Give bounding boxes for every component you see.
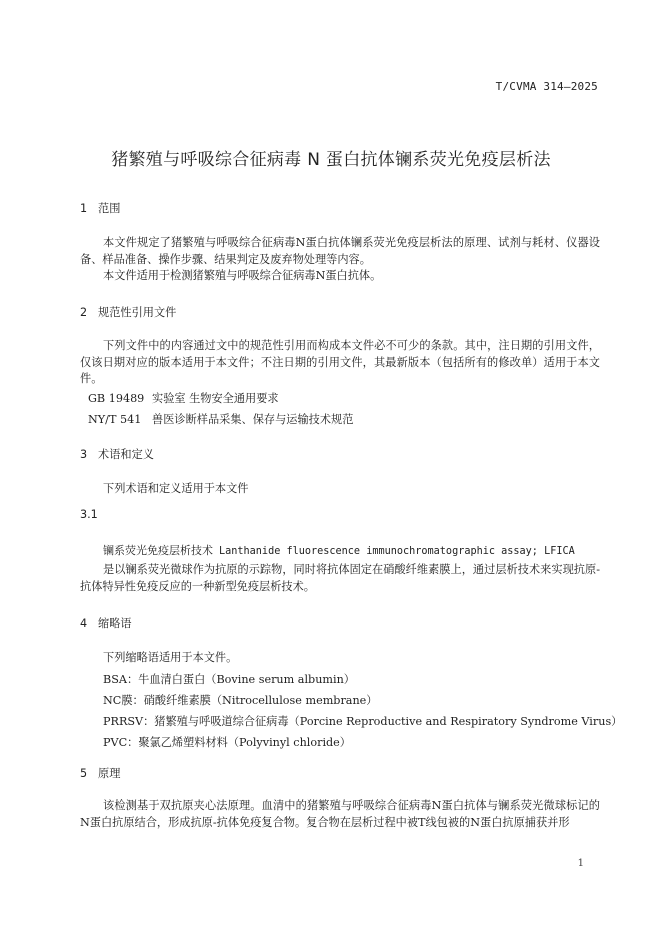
section-5-heading xyxy=(80,765,120,781)
reference-title: 兽医诊断样品采集、保存与运输技术规范 xyxy=(152,413,354,426)
reference-title: 实验室 生物安全通用要求 xyxy=(152,392,279,405)
section-1-number: 1 xyxy=(80,202,88,215)
section-1-paragraph-1: 本文件规定了猪繁殖与呼吸综合征病毒N蛋白抗体镧系荧光免疫层析法的原理、试剂与耗材、仪器设备、样品准备、操作步骤、结果判定及废弃物处理等内容。 xyxy=(80,236,600,266)
term-english: Lanthanide fluorescence immunochromatographic assay; LFICA xyxy=(219,546,575,557)
section-2-title: 规范性引用文件 xyxy=(98,306,177,319)
reference-code: NY/T 541 xyxy=(88,413,142,426)
section-4-number: 4 xyxy=(80,617,88,630)
term-definition: 是以镧系荧光微球作为抗原的示踪物，同时将抗体固定在硝酸纤维素膜上，通过层析技术来实现抗原-抗体特异性免疫反应的一种新型免疫层析技术。 xyxy=(80,563,600,593)
section-1-paragraph-2: 本文件适用于检测猪繁殖与呼吸综合征病毒N蛋白抗体。 xyxy=(103,269,382,282)
section-5-paragraph-1: 该检测基于双抗原夹心法原理。血清中的猪繁殖与呼吸综合征病毒N蛋白抗体与镧系荧光微球标记的N蛋白抗原结合，形成抗原-抗体免疫复合物。复合物在层析过程中被T线包被的N蛋白抗原捕获并形 xyxy=(80,799,600,829)
abbreviation-item: PVC：聚氯乙烯塑料材料（Polyvinyl chloride） xyxy=(103,736,351,749)
section-5-number: 5 xyxy=(80,767,88,780)
section-1-heading xyxy=(80,200,120,216)
abbreviation-item: BSA：牛血清白蛋白（Bovine serum albumin） xyxy=(103,673,355,686)
term-entry xyxy=(103,542,575,558)
reference-item xyxy=(88,411,353,427)
abbreviation-item: PRRSV：猪繁殖与呼吸道综合征病毒（Porcine Reproductive and Respiratory Syndrome Virus） xyxy=(103,715,623,728)
document-title: 猪繁殖与呼吸综合征病毒 N 蛋白抗体镧系荧光免疫层析法 xyxy=(111,150,551,170)
section-3-title: 术语和定义 xyxy=(98,448,154,461)
section-2-paragraph-1: 下列文件中的内容通过文中的规范性引用而构成本文件必不可少的条款。其中，注日期的引用文件，仅该日期对应的版本适用于本文件；不注日期的引用文件，其最新版本（包括所有的修改单）适用于本文件。 xyxy=(80,339,600,385)
subsection-3-1-number: 3.1 xyxy=(80,508,98,521)
section-2-number: 2 xyxy=(80,306,88,319)
section-4-paragraph-1: 下列缩略语适用于本文件。 xyxy=(103,651,238,664)
section-3-number: 3 xyxy=(80,448,88,461)
term-chinese: 镧系荧光免疫层析技术 xyxy=(103,544,213,557)
page-number: 1 xyxy=(577,858,584,869)
standard-code: T/CVMA 314—2025 xyxy=(495,80,598,93)
section-4-heading xyxy=(80,615,132,631)
section-5-title: 原理 xyxy=(98,767,121,780)
section-3-paragraph-1: 下列术语和定义适用于本文件 xyxy=(103,482,249,495)
section-3-heading xyxy=(80,446,154,462)
section-4-title: 缩略语 xyxy=(98,617,132,630)
abbreviation-item: NC膜：硝酸纤维素膜（Nitrocellulose membrane） xyxy=(103,694,378,707)
reference-item xyxy=(88,390,279,406)
section-2-heading xyxy=(80,304,176,320)
reference-code: GB 19489 xyxy=(88,392,145,405)
section-1-title: 范围 xyxy=(98,202,121,215)
